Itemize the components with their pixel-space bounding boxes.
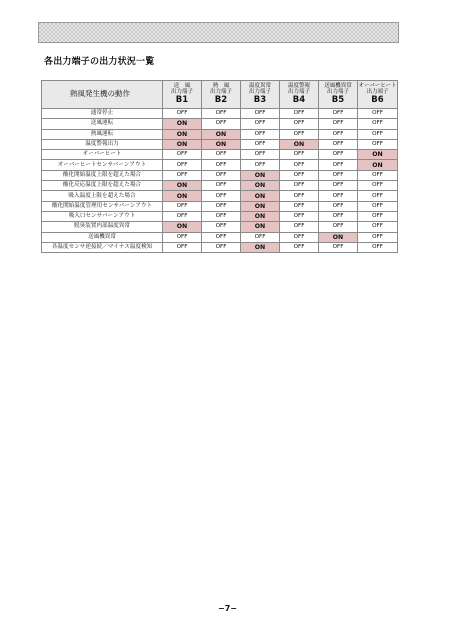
column-header-caption: 送 風 出力端子 <box>170 82 193 96</box>
table-row <box>42 222 398 232</box>
status-cell: OFF <box>163 211 202 221</box>
status-cell: OFF <box>358 129 398 139</box>
status-cell: OFF <box>358 242 398 252</box>
status-cell: ON <box>163 129 202 139</box>
status-cell: OFF <box>358 109 398 119</box>
table-row <box>42 160 398 170</box>
status-cell: OFF <box>202 150 241 160</box>
status-cell: ON <box>163 139 202 149</box>
status-cell: OFF <box>202 109 241 119</box>
status-cell: OFF <box>280 201 319 211</box>
column-header-code: B3 <box>253 95 267 106</box>
column-header-caption: 温度異常 出力端子 <box>248 82 271 96</box>
status-cell: OFF <box>319 119 358 129</box>
status-cell: OFF <box>319 150 358 160</box>
status-cell: OFF <box>358 211 398 221</box>
status-cell: ON <box>280 139 319 149</box>
status-cell: OFF <box>319 139 358 149</box>
header-pattern-band <box>38 22 399 43</box>
status-cell: OFF <box>319 129 358 139</box>
row-label: 酸化開始温度管理用センサバーンアウト <box>42 201 163 211</box>
status-cell: OFF <box>163 232 202 242</box>
row-label: 酸化反応温度上限を超えた場合 <box>42 181 163 191</box>
status-cell: ON <box>358 160 398 170</box>
column-header-code: B5 <box>331 95 345 106</box>
status-cell: OFF <box>280 119 319 129</box>
output-status-table <box>41 80 398 253</box>
status-cell: OFF <box>280 150 319 160</box>
status-cell: ON <box>319 232 358 242</box>
status-cell: OFF <box>319 160 358 170</box>
row-label: 脱臭装置内部温度異常 <box>42 222 163 232</box>
status-cell: ON <box>241 211 280 221</box>
column-header-code: B1 <box>175 95 189 106</box>
status-cell: ON <box>163 191 202 201</box>
row-label: 通常停止 <box>42 109 163 119</box>
table-row <box>42 242 398 252</box>
table-row <box>42 109 398 119</box>
column-header-code: B4 <box>292 95 306 106</box>
row-label: 吸入温度上限を超えた場合 <box>42 191 163 201</box>
status-cell: OFF <box>280 191 319 201</box>
column-header-code: B6 <box>371 95 384 106</box>
row-label: オーバーヒートセンサバーンアウト <box>42 160 163 170</box>
table-body <box>42 109 398 253</box>
table-row <box>42 201 398 211</box>
status-cell: OFF <box>241 109 280 119</box>
table-row <box>42 232 398 242</box>
table-row <box>42 170 398 180</box>
row-label: 温度警報出力 <box>42 139 163 149</box>
status-cell: ON <box>241 191 280 201</box>
status-cell: OFF <box>319 242 358 252</box>
table-row <box>42 150 398 160</box>
status-cell: OFF <box>319 222 358 232</box>
status-cell: OFF <box>202 181 241 191</box>
status-cell: OFF <box>163 160 202 170</box>
status-cell: OFF <box>202 160 241 170</box>
status-cell: OFF <box>163 150 202 160</box>
status-cell: OFF <box>163 109 202 119</box>
status-cell: OFF <box>358 170 398 180</box>
status-cell: OFF <box>319 211 358 221</box>
column-header-b1 <box>163 81 202 109</box>
status-cell: OFF <box>319 109 358 119</box>
status-cell: ON <box>202 139 241 149</box>
status-cell: ON <box>358 150 398 160</box>
table-row <box>42 139 398 149</box>
column-header-caption: 熱 風 出力端子 <box>209 82 232 96</box>
table-row <box>42 181 398 191</box>
corner-label: 熱風発生機の動作 <box>42 81 163 109</box>
status-cell: OFF <box>358 139 398 149</box>
column-header-b5 <box>319 81 358 109</box>
row-label: 吸入口センサバーンアウト <box>42 211 163 221</box>
column-header-code: B2 <box>214 95 228 106</box>
status-cell: OFF <box>202 119 241 129</box>
status-cell: ON <box>163 181 202 191</box>
column-header-b3 <box>241 81 280 109</box>
column-header-b6 <box>358 81 398 109</box>
status-cell: OFF <box>358 222 398 232</box>
status-cell: OFF <box>241 119 280 129</box>
status-cell: OFF <box>319 170 358 180</box>
column-header-b2 <box>202 81 241 109</box>
status-cell: OFF <box>358 181 398 191</box>
status-cell: ON <box>241 222 280 232</box>
status-cell: OFF <box>280 222 319 232</box>
status-cell: OFF <box>319 181 358 191</box>
status-cell: OFF <box>163 201 202 211</box>
status-cell: ON <box>241 201 280 211</box>
column-header-caption: 温度警報 出力端子 <box>287 82 310 96</box>
row-label: 送風運転 <box>42 119 163 129</box>
row-label: オーバーヒート <box>42 150 163 160</box>
status-cell: OFF <box>163 242 202 252</box>
status-cell: OFF <box>358 119 398 129</box>
column-header-b4 <box>280 81 319 109</box>
status-cell: ON <box>241 170 280 180</box>
status-cell: OFF <box>280 181 319 191</box>
row-label: 各温度センサ逆接続／マイナス温度検知 <box>42 242 163 252</box>
status-cell: OFF <box>319 191 358 201</box>
status-cell: OFF <box>280 160 319 170</box>
status-cell: OFF <box>358 191 398 201</box>
row-label: 送風機異常 <box>42 232 163 242</box>
status-cell: OFF <box>202 201 241 211</box>
status-cell: ON <box>163 222 202 232</box>
status-cell: OFF <box>202 242 241 252</box>
status-cell: OFF <box>280 232 319 242</box>
status-cell: OFF <box>358 232 398 242</box>
status-cell: OFF <box>202 191 241 201</box>
table-row <box>42 129 398 139</box>
status-cell: OFF <box>241 150 280 160</box>
status-cell: OFF <box>319 201 358 211</box>
status-cell: OFF <box>163 170 202 180</box>
status-cell: OFF <box>280 129 319 139</box>
status-cell: OFF <box>241 129 280 139</box>
status-cell: OFF <box>202 170 241 180</box>
status-cell: OFF <box>202 222 241 232</box>
table-header-row <box>42 81 398 109</box>
table-row <box>42 211 398 221</box>
status-cell: ON <box>241 181 280 191</box>
status-cell: OFF <box>280 170 319 180</box>
status-cell: OFF <box>202 211 241 221</box>
page-number: −7− <box>218 604 237 613</box>
status-cell: OFF <box>358 201 398 211</box>
status-cell: ON <box>202 129 241 139</box>
row-label: 酸化開始温度上限を超えた場合 <box>42 170 163 180</box>
status-cell: OFF <box>202 232 241 242</box>
column-header-caption: 送風機異常 出力端子 <box>324 82 352 96</box>
status-cell: OFF <box>280 109 319 119</box>
status-cell: ON <box>241 242 280 252</box>
status-cell: OFF <box>241 139 280 149</box>
status-cell: OFF <box>280 242 319 252</box>
status-cell: OFF <box>241 232 280 242</box>
status-cell: OFF <box>241 160 280 170</box>
table-row <box>42 119 398 129</box>
table-row <box>42 191 398 201</box>
column-header-caption: オーバーヒート 出力端子 <box>358 82 397 96</box>
section-title: 各出力端子の出力状況一覧 <box>44 57 155 67</box>
status-cell: ON <box>163 119 202 129</box>
row-label: 熱風運転 <box>42 129 163 139</box>
status-cell: OFF <box>280 211 319 221</box>
